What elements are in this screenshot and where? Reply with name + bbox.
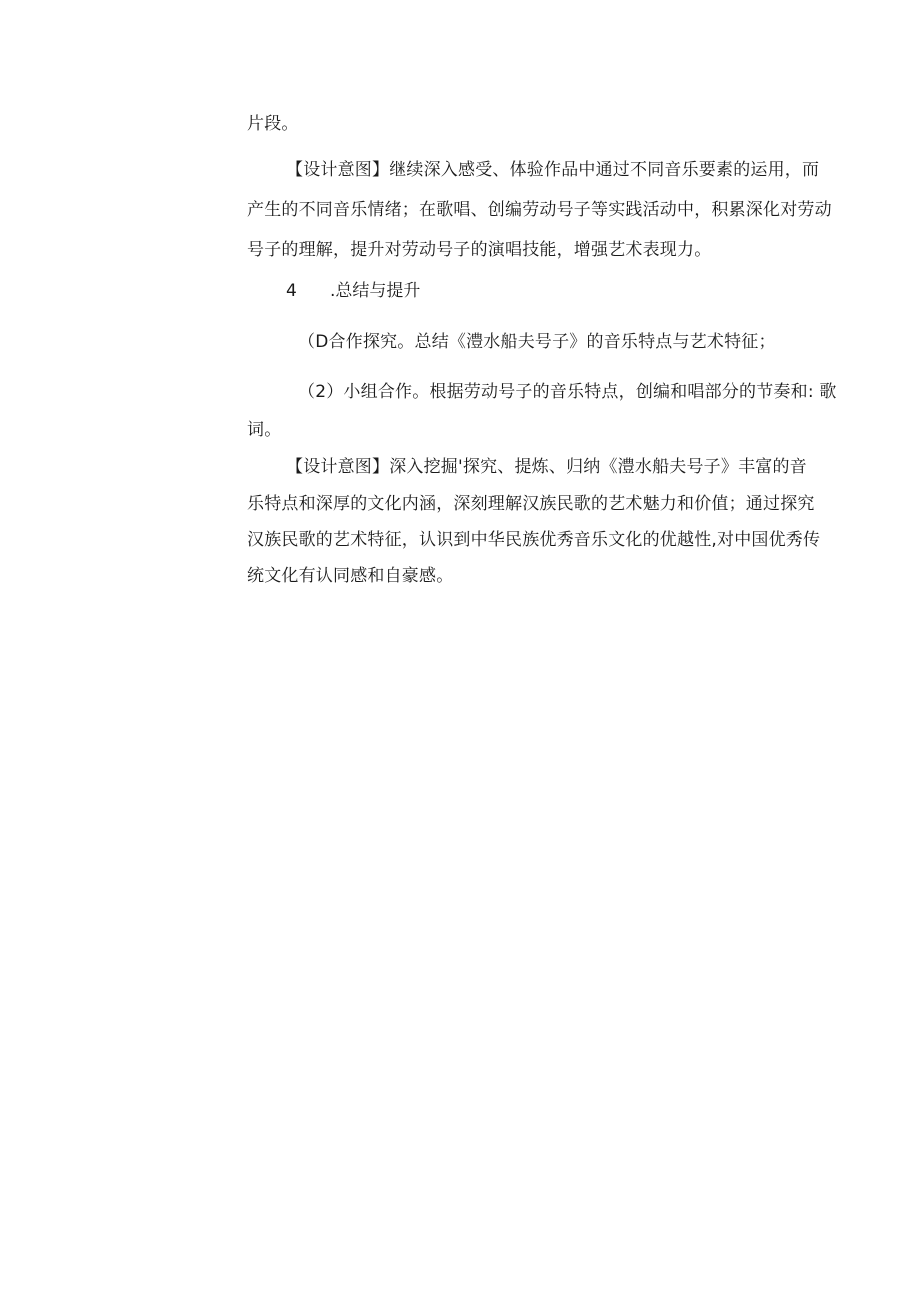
design-intent-2-line-1: 【设计意图】深入挖掘'探究、提炼、归纳《澧水船夫号子》丰富的音: [286, 457, 807, 477]
design-intent-1-line-1: 【设计意图】继续深入感受、体验作品中通过不同音乐要素的运用，而: [286, 160, 820, 180]
section-title: .总结与提升: [330, 281, 421, 301]
list-item-1: （D合作探究。总结《澧水船夫号子》的音乐特点与艺术特征；: [298, 332, 776, 352]
design-intent-1-line-2: 产生的不同音乐情绪；在歌唱、创编劳动号子等实践活动中，积累深化对劳动: [247, 200, 832, 220]
list-item-2-line-2: 词。: [247, 420, 282, 440]
section-number: 4: [286, 281, 297, 301]
design-intent-2-line-4: 统文化有认同感和自豪感。: [247, 566, 454, 586]
design-intent-1-line-3: 号子的理解，提升对劳动号子的演唱技能，增强艺术表现力。: [247, 240, 712, 260]
design-intent-2-line-3: 汉族民歌的艺术特征，认识到中华民族优秀音乐文化的优越性,对中国优秀传: [247, 530, 821, 550]
paragraph-tail: 片段。: [247, 114, 299, 134]
design-intent-2-line-2: 乐特点和深厚的文化内涵，深刻理解汉族民歌的艺术魅力和价值；通过探究: [247, 494, 815, 514]
list-item-2-line-1: （2）小组合作。根据劳动号子的音乐特点，创编和唱部分的节奏和: 歌: [298, 382, 837, 402]
